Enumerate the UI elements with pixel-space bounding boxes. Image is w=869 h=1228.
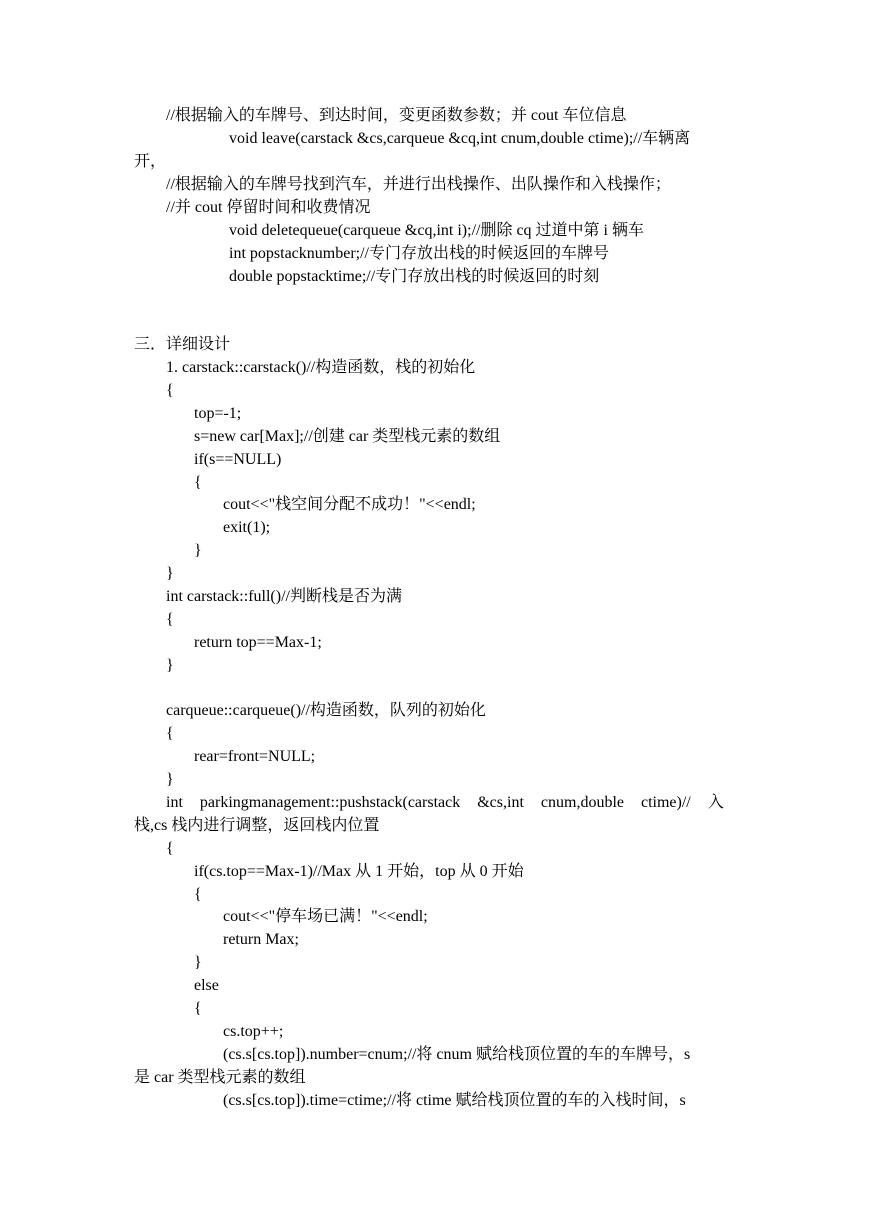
code-brace: } [194,954,202,971]
code-brace: { [194,886,202,903]
code-brace: { [194,1000,202,1017]
code-brace: } [166,657,174,674]
code-line: int parkingmanagement::pushstack(carstack &cs,int cnum,double ctime)// 入 [166,794,724,811]
code-brace: { [166,611,174,628]
code-line: 是 car 类型栈元素的数组 [134,1069,306,1086]
text-line: double popstacktime;//专门存放出栈的时候返回的时刻 [229,268,600,285]
code-brace: } [194,542,202,559]
code-line: if(s==NULL) [194,451,282,468]
code-line: cout<<"栈空间分配不成功！"<<endl; [223,496,476,513]
text-line: 1. carstack::carstack()//构造函数，栈的初始化 [166,359,476,376]
code-line: return top==Max-1; [194,634,322,651]
text-line: 开， [134,153,167,170]
code-brace: } [166,771,174,788]
code-line: (cs.s[cs.top]).number=cnum;//将 cnum 赋给栈顶位置的车的车牌号，s [223,1046,691,1063]
code-brace: { [194,474,202,491]
code-brace: { [166,840,174,857]
code-line: cs.top++; [223,1023,284,1040]
text-line: //根据输入的车牌号找到汽车，并进行出栈操作、出队操作和入栈操作； [166,176,671,193]
text-line: //根据输入的车牌号、到达时间，变更函数参数；并 cout 车位信息 [166,107,627,124]
code-line: cout<<"停车场已满！"<<endl; [223,908,428,925]
text-line: //并 cout 停留时间和收费情况 [166,199,371,216]
text-line: void leave(carstack &cs,carqueue &cq,int cnum,double ctime);//车辆离 [229,130,691,147]
code-brace: } [166,565,174,582]
code-line: top=-1; [194,405,242,422]
code-line: 栈,cs 栈内进行调整，返回栈内位置 [134,817,380,834]
text-line: void deletequeue(carqueue &cq,int i);//删除 cq 过道中第 i 辆车 [229,222,645,239]
code-line: s=new car[Max];//创建 car 类型栈元素的数组 [194,428,501,445]
code-line: int carstack::full()//判断栈是否为满 [166,588,402,605]
section-heading: 三．详细设计 [134,336,231,353]
code-line: exit(1); [223,519,271,536]
code-line: else [194,977,219,994]
text-line: int popstacknumber;//专门存放出栈的时候返回的车牌号 [229,245,609,262]
code-line: return Max; [223,931,299,948]
code-line: carqueue::carqueue()//构造函数，队列的初始化 [166,702,486,719]
code-line: rear=front=NULL; [194,748,316,765]
code-brace: { [166,725,174,742]
code-line: (cs.s[cs.top]).time=ctime;//将 ctime 赋给栈顶位置的车的入栈时间，s [223,1092,686,1109]
code-brace: { [166,382,174,399]
code-line: if(cs.top==Max-1)//Max 从 1 开始，top 从 0 开始 [194,863,524,880]
